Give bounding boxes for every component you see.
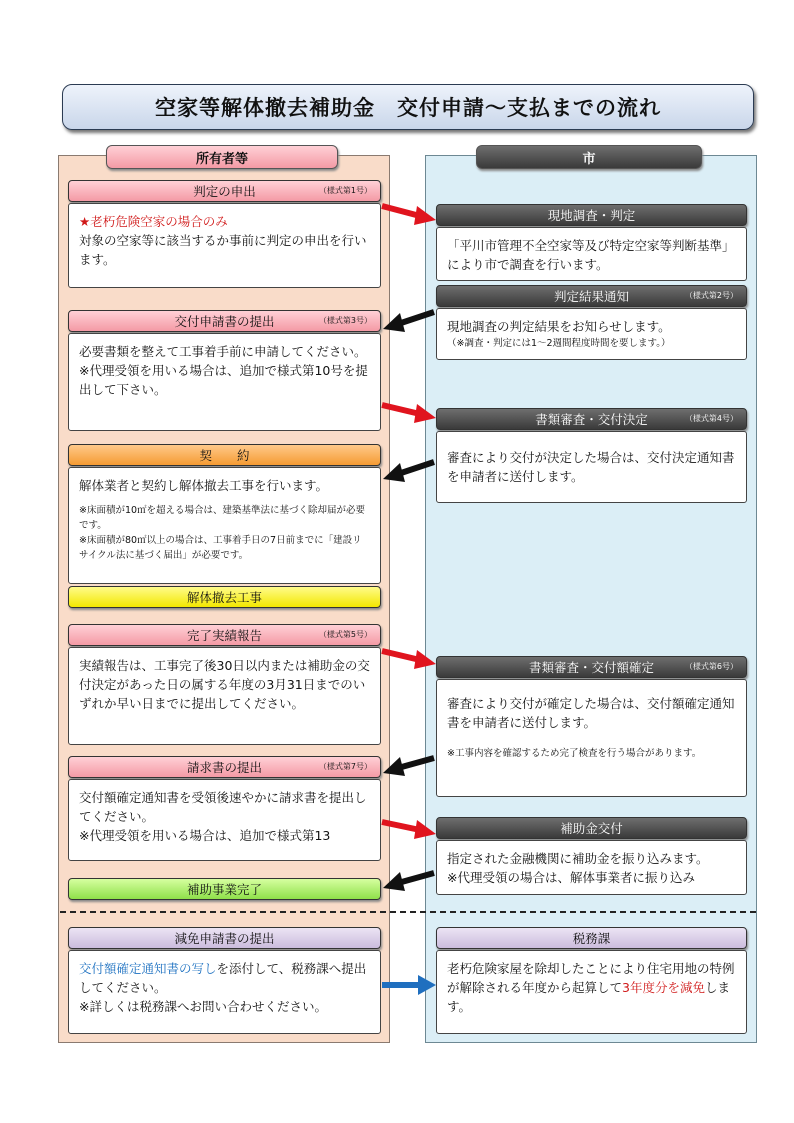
seikyu-header: 請求書の提出 （様式第7号） (68, 756, 381, 778)
arrow-kanryo-to-shinsa2 (382, 650, 436, 669)
page-title: 空家等解体撤去補助金 交付申請～支払までの流れ (62, 84, 754, 130)
hantei-body: 対象の空家等に該当するか事前に判定の申出を行います。 (79, 233, 367, 267)
koufu-body1: 必要書類を整えて工事着手前に申請してください。 (79, 344, 367, 359)
arrow-hantei-to-genchi (382, 206, 436, 225)
hojokin-body1: 指定された金融機関に補助金を振り込みます。 (447, 851, 709, 866)
zeimu-body-pre: 老朽危険家屋を除却したことにより住宅用地の特例が解除される年度から起算して (447, 961, 735, 995)
arrow-shinsa1-to-keiyaku (383, 462, 434, 482)
zeimu-header: 税務課 (436, 927, 747, 949)
kanryo-body: 実績報告は、工事完了後30日以内または補助金の交付決定があった日の属する年度の3月31日までのいずれか早い日までに提出してください。 (79, 658, 370, 711)
hantei-header: 判定の申出 （様式第1号） (68, 180, 381, 202)
genmen-body-rest: を添付して、税務課へ提出してください。 (79, 961, 367, 995)
arrow-kekka-to-koufu (383, 312, 434, 332)
shinsa2-body: 審査により交付が確定した場合は、交付額確定通知書を申請者に送付します。 (447, 696, 735, 730)
keiyaku-note2: ※床面積が80㎡以上の場合は、工事着手日の7日前までに「建設リサイクル法に基づく届出」が必要です。 (79, 535, 362, 561)
city-column-header: 市 (476, 145, 702, 169)
shinsa1-body: 審査により交付が決定した場合は、交付決定通知書を申請者に送付します。 (447, 450, 735, 484)
arrow-seikyu-to-hojokin (382, 820, 436, 839)
arrow-hojokin-to-jigyou (383, 872, 434, 891)
genmen-body2: ※詳しくは税務課へお問い合わせください。 (79, 999, 327, 1014)
genchi-body: 「平川市管理不全空家等及び特定空家等判断基準」により市で調査を行います。 (447, 238, 735, 272)
hojokin-body2: ※代理受領の場合は、解体事業者に振り込み (447, 870, 695, 885)
form-number: （様式第3号） (318, 316, 372, 325)
kouji-header: 解体撤去工事 (68, 586, 381, 608)
seikyu-body2: ※代理受領を用いる場合は、追加で様式第13 (79, 828, 331, 843)
koufu-body2: ※代理受領を用いる場合は、追加で様式第10号を提出して下さい。 (79, 363, 368, 397)
koufu-header: 交付申請書の提出 （様式第3号） (68, 310, 381, 332)
kekka-body: 現地調査の判定結果をお知らせします。 (447, 319, 671, 334)
form-number: （様式第2号） (684, 291, 738, 300)
keiyaku-header: 契 約 (68, 444, 381, 466)
genmen-header: 減免申請書の提出 (68, 927, 381, 949)
genchi-header: 現地調査・判定 (436, 204, 747, 226)
owner-column-header: 所有者等 (106, 145, 338, 169)
shinsa2-header: 書類審査・交付額確定 （様式第6号） (436, 656, 747, 678)
hantei-note: ★老朽危険空家の場合のみ (79, 214, 228, 229)
keiyaku-note1: ※床面積が10㎡を超える場合は、建築基準法に基づく除却届が必要です。 (79, 505, 366, 531)
arrow-koufu-to-shinsa1 (382, 404, 436, 423)
kanryo-header: 完了実績報告 （様式第5号） (68, 624, 381, 646)
keiyaku-body: 解体業者と契約し解体撤去工事を行います。 (79, 478, 329, 493)
jigyou-header: 補助事業完了 (68, 878, 381, 900)
arrow-shinsa2-to-seikyu (383, 757, 434, 776)
form-number: （様式第6号） (684, 662, 738, 671)
zeimu-body-red: 3年度分を減免 (622, 980, 705, 995)
genmen-body-blue: 交付額確定通知書の写し (79, 961, 217, 976)
kekka-header: 判定結果通知 （様式第2号） (436, 285, 747, 307)
zeimu-body-post: します。 (447, 980, 730, 1014)
form-number: （様式第1号） (318, 186, 372, 195)
shinsa2-note: ※工事内容を確認するため完了検査を行う場合があります。 (447, 748, 702, 759)
shinsa1-header: 書類審査・交付決定 （様式第4号） (436, 408, 747, 430)
seikyu-body1: 交付額確定通知書を受領後速やかに請求書を提出してください。 (79, 790, 367, 824)
kekka-note: （※調査・判定には1～2週間程度時間を要します。） (447, 338, 671, 349)
arrow-genmen-to-zeimu (382, 975, 436, 995)
form-number: （様式第7号） (318, 762, 372, 771)
hojokin-header: 補助金交付 (436, 817, 747, 839)
form-number: （様式第5号） (318, 630, 372, 639)
form-number: （様式第4号） (684, 414, 738, 423)
